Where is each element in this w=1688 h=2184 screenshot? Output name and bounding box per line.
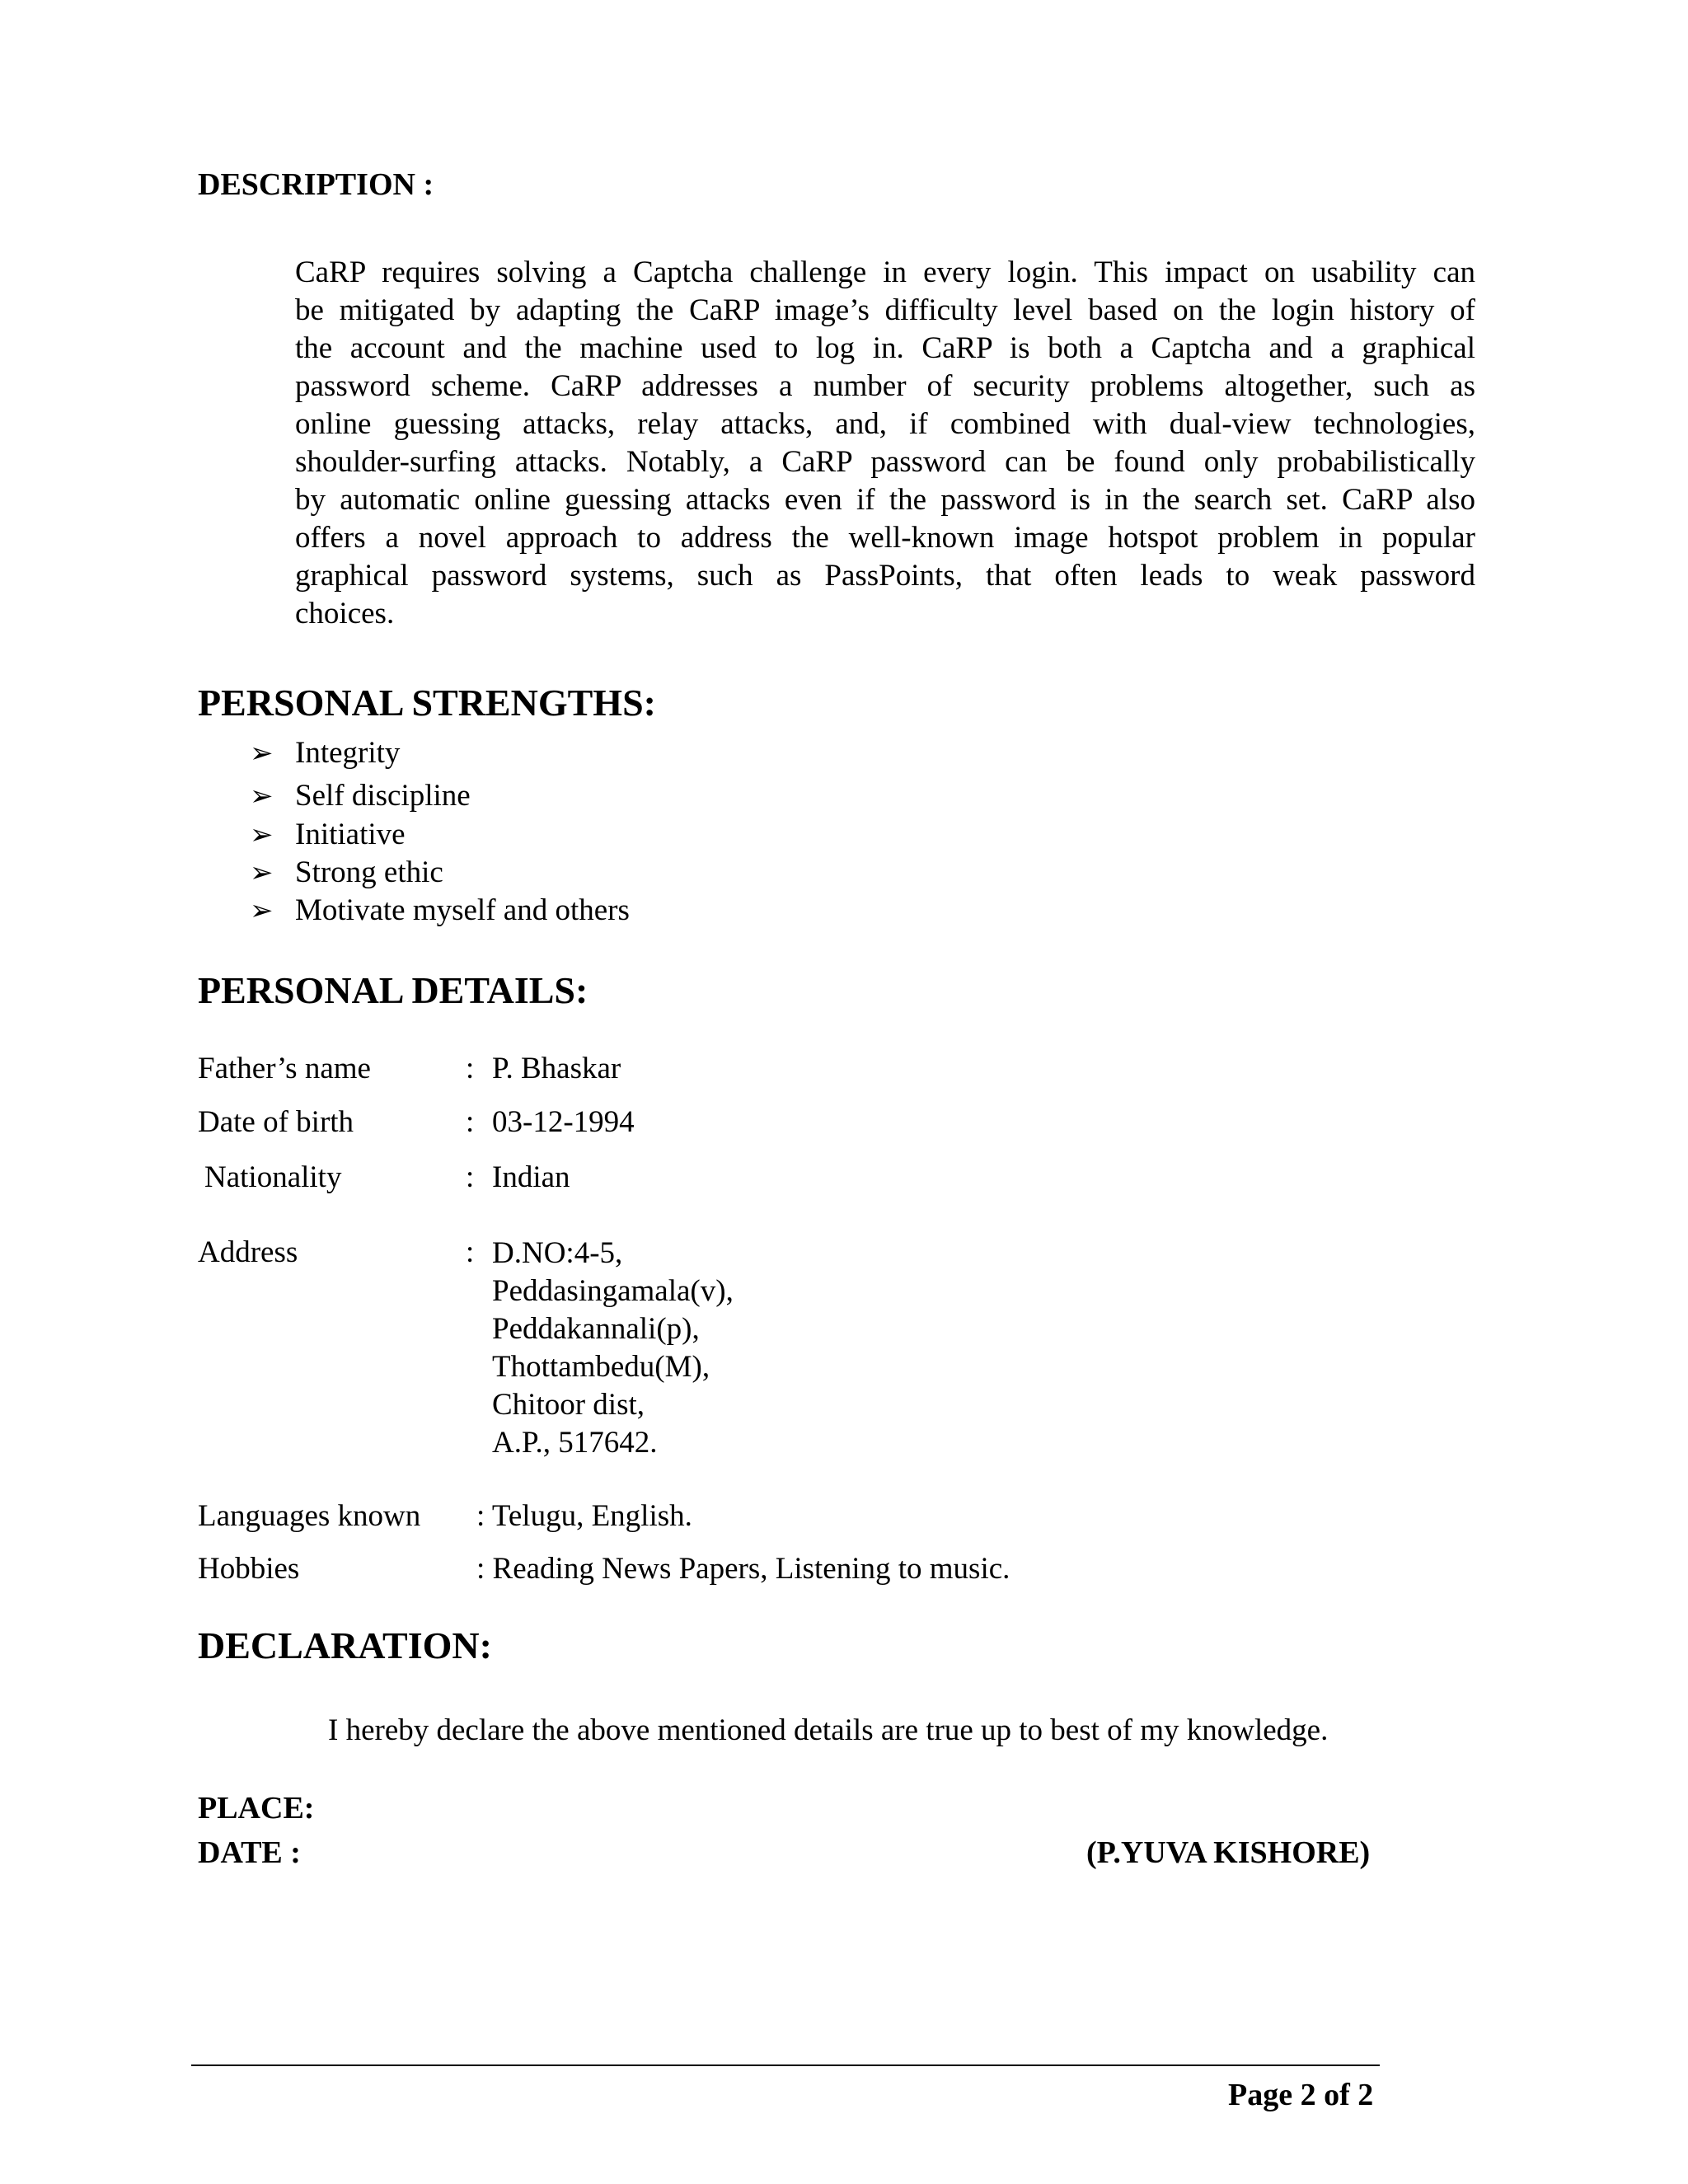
nationality-separator: : — [466, 1160, 475, 1194]
declaration-heading: DECLARATION: — [198, 1624, 492, 1666]
page-number: Page 2 of 2 — [1228, 2078, 1374, 2112]
languages-value: : Telugu, English. — [476, 1499, 692, 1533]
date-label: DATE : — [198, 1835, 301, 1870]
list-item — [250, 893, 630, 928]
address-line: Peddakannali(p), — [492, 1312, 700, 1346]
address-line: D.NO:4-5, — [492, 1236, 623, 1270]
list-item — [250, 778, 471, 813]
fathers-name-label: Father’s name — [198, 1052, 371, 1085]
description-line: by automatic online guessing attacks even if the password is in the search set. CaRP also — [295, 483, 1475, 517]
description-line: offers a novel approach to address the well-known image hotspot problem in popular — [295, 521, 1475, 555]
address-line: Peddasingamala(v), — [492, 1274, 734, 1308]
place-label: PLACE: — [198, 1791, 315, 1825]
address-line: Chitoor dist, — [492, 1388, 645, 1422]
address-line: A.P., 517642. — [492, 1426, 658, 1460]
address-line: Thottambedu(M), — [492, 1350, 710, 1384]
strength-label: Self discipline — [295, 779, 471, 813]
strengths-heading: PERSONAL STRENGTHS: — [198, 682, 656, 724]
description-line: choices. — [295, 597, 395, 630]
description-heading: DESCRIPTION : — [198, 167, 434, 202]
arrowhead-bullet-icon: ➢ — [250, 858, 274, 888]
declaration-text: I hereby declare the above mentioned details are true up to best of my knowledge. — [328, 1713, 1329, 1747]
address-value — [492, 1235, 734, 1462]
dob-value: 03-12-1994 — [492, 1105, 635, 1139]
description-line: shoulder-surfing attacks. Notably, a CaRP password can be found only probabilistically — [295, 445, 1475, 479]
arrowhead-bullet-icon: ➢ — [250, 738, 274, 769]
description-line: be mitigated by adapting the CaRP image’s difficulty level based on the login history of — [295, 293, 1475, 327]
strength-label: Motivate myself and others — [295, 893, 630, 927]
address-label: Address — [198, 1235, 298, 1269]
description-line: online guessing attacks, relay attacks, and, if combined with dual-view technologies, — [295, 407, 1475, 441]
languages-label: Languages known — [198, 1499, 421, 1533]
list-item — [250, 735, 401, 771]
description-paragraph — [295, 254, 1475, 633]
hobbies-value: : Reading News Papers, Listening to music. — [476, 1552, 1010, 1586]
address-separator: : — [466, 1235, 475, 1269]
strength-label: Strong ethic — [295, 855, 443, 889]
nationality-value: Indian — [492, 1160, 570, 1194]
list-item — [250, 855, 443, 890]
fathers-name-separator: : — [466, 1052, 475, 1085]
nationality-label: Nationality — [204, 1160, 342, 1194]
arrowhead-bullet-icon: ➢ — [250, 896, 274, 926]
strength-label: Integrity — [295, 736, 401, 770]
description-line: password scheme. CaRP addresses a number of security problems altogether, such as — [295, 369, 1475, 403]
description-line: graphical password systems, such as PassPoints, that often leads to weak password — [295, 559, 1475, 593]
signature-name: (P.YUVA KISHORE) — [1086, 1835, 1371, 1870]
arrowhead-bullet-icon: ➢ — [250, 820, 274, 851]
description-line: the account and the machine used to log in. CaRP is both a Captcha and a graphical — [295, 331, 1475, 365]
description-line: CaRP requires solving a Captcha challenge in every login. This impact on usability can — [295, 255, 1475, 289]
fathers-name-value: P. Bhaskar — [492, 1052, 621, 1085]
dob-label: Date of birth — [198, 1105, 354, 1139]
footer-rule — [191, 2064, 1380, 2066]
details-heading: PERSONAL DETAILS: — [198, 969, 588, 1011]
list-item — [250, 817, 406, 852]
hobbies-label: Hobbies — [198, 1552, 300, 1586]
arrowhead-bullet-icon: ➢ — [250, 781, 274, 812]
dob-separator: : — [466, 1105, 475, 1139]
strength-label: Initiative — [295, 818, 406, 851]
